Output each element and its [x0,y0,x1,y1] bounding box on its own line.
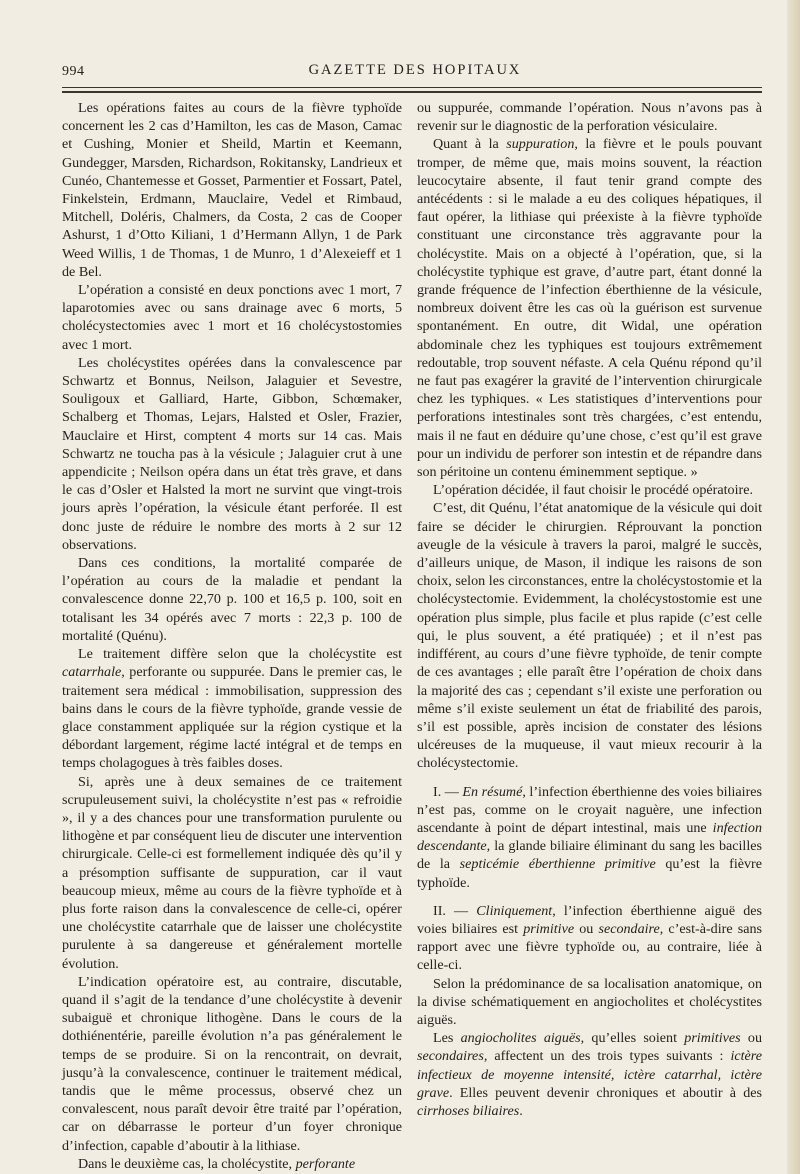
header-rule-thick [62,91,762,93]
text-run: , c’est-à-dire sans rapport avec une fièvre typhoïde ou, au contraire, liée à celle-ci. [417,920,762,974]
page-edge-shadow [787,0,800,1174]
italic-text: septicémie éberthienne primitive [459,856,656,873]
left-column [62,99,402,1172]
text-run: ou [740,1030,763,1047]
italic-text: cirrhoses biliaires [417,1102,520,1119]
conclusion-1 [417,783,762,892]
text-run: Dans le deuxième cas, la cholécystite, [78,1155,296,1172]
text-run: , la glande biliaire éliminant du sang les bacilles de la [417,838,762,873]
paragraph [62,645,402,772]
text-run: . [519,1102,523,1119]
paragraph: Dans ces conditions, la mortalité comparée de l’opération au cours de la maladie et pendant la convalescence donne 22,70 p. 100 et 16,5 p. 100, soit en totalisant les 34 opérés avec 7 morts : 22,3 p. 100 de mortalité (Quénu). [62,555,402,644]
text-run: . Elles peuvent devenir chroniques et aboutir à des [449,1084,762,1101]
text-run: qu’est la fièvre typhoïde. [417,856,763,891]
paragraph: Selon la prédominance de sa localisation anatomique, on la divise schématiquement en angiocholites et cholécystites aiguës. [417,975,762,1028]
paragraph: L’indication opératoire est, au contraire, discutable, quand il s’agit de la tendance d’une cholécystite à devenir subaiguë et chronique lithogène. Dans le cours de la dothiénentérie, pareille évolution n’a pas généralement le temps de se produire. Si on la rencontrait, on devrait, jusqu’à la convalescence, continuer le traitement médical, tandis que le même processus, observé chez un convalescent, nous paraît devoir être traité par l’opération, car on débarrasse le porteur d’un foyer chronique d’infection, capable d’aboutir à la lithiase. [62,973,402,1154]
text-run: Les [433,1030,461,1047]
italic-text: En résumé [462,783,523,800]
paragraph [417,135,762,481]
paragraph [62,1155,402,1173]
text-run: ou [574,920,599,937]
paragraph: L’opération décidée, il faut choisir le procédé opératoire. [433,482,753,499]
paragraph: ou suppurée, commande l’opération. Nous n’avons pas à revenir sur le diagnostic de la perforation vésiculaire. [417,100,762,135]
italic-text: angiocholites aiguës [460,1030,581,1047]
italic-text: ictère infectieux de moyenne intensité, ictère catarrhal, ictère grave [417,1048,762,1101]
paragraph [417,1029,762,1120]
text-run: , affectent un des trois types suivants : [483,1048,731,1065]
text-run: , l’infection éberthienne des voies biliaires n’est pas, comme on le croyait naguère, une infection ascendante à point de départ intestinal, mais une [417,783,763,836]
italic-text: Cliniquement [476,902,553,919]
text-run: , perforante ou suppurée. Dans le premier cas, le traitement sera médical : immobilisation, suppression des bains dans le cours de la fièvre typhoïde, grande vessie de glace constamment appliquée sur la région cystique et la débordant largement, régime lacté intégral et de temps en temps cholagogues à très faibles doses. [62,664,402,772]
paragraph: C’est, dit Quénu, l’état anatomique de la vésicule qui doit faire se décider le chirurgien. Réprouvant la ponction aveugle de la vésicule à travers la paroi, malgré le succès, d’ailleurs unique, de Mason, il indique les raisons de son choix, selon les circonstances, entre la cholécystostomie et la cholécystectomie. Evidemment, la cholécystostomie est une opération plus simple, plus facile et plus rapide (c’est celle qui, le plus souvent, a été pratiquée) ; et il n’est pas indifférent, au cours d’une fièvre typhoïde, de tenir compte de ces avantages ; elle paraît être l’opération de choix dans la majorité des cas ; cependant s’il existe une perforation ou même s’il existe seulement un état de friabilité des parois, s’il est possible, après incision de constater des lésions ulcéreuses de la muqueuse, il vaut mieux recourir à la cholécystectomie. [417,500,762,772]
italic-text: secondaire [598,920,660,937]
italic-text: catarrhale [62,664,122,681]
text-run: Quant à la [433,136,507,153]
running-title: GAZETTE DES HOPITAUX [308,62,522,78]
italic-text: infection descendante [417,819,762,855]
conclusion-2 [417,902,762,975]
text-run: , la fièvre et le pouls pouvant tromper, de même que, mais moins souvent, la réaction leucocytaire absente, il faut tenir grand compte des antécédents : si le malade a eu des coliques hépatiques, il faut opérer, la lithiase qui préexiste à la fièvre typhoïde constituant une circonstance très aggravante pour la cholécystite. Mais on a objecté à l’opération, que, si la cholécystite typhique est grave, d’autre part, étant donné la grande fréquence de l’infection éberthienne de la vésicule, nombreux doivent être les cas où la guérison est survenue spontanément. En outre, dit Widal, une opération abdominale chez les typhiques est toujours extrêmement redoutable, trop souvent néfaste. A cela Quénu répond qu’il ne faut pas exagérer la gravité de l’intervention chirurgicale chez les typhiques. « Les statistiques d’interventions pour perforations intestinales sont très chargées, c’est entendu, mais il ne faut en déduire qu’une chose, c’est qu’il est grave pour un individu de perforer son intestin et de répandre dans son péritoine un contenu éminemment septique. » [417,136,762,481]
paragraph: L’opération a consisté en deux ponctions avec 1 mort, 7 laparotomies avec ou sans drainage avec 6 morts, 5 cholécystectomies avec 1 mort et 16 cholécystostomies avec 1 mort. [62,282,402,353]
paragraph: Si, après une à deux semaines de ce traitement scrupuleusement suivi, la cholécystite n’est pas « refroidie », il y a des chances pour une transformation purulente ou lithogène et par conséquent lieu de discuter une intervention chirurgicale. Celle-ci est formellement indiquée dès qu’il y a présomption suffisante de suppuration, car il vaut beaucoup mieux, même au cours de la fièvre typhoïde et à plus forte raison dans la convalescence de celle-ci, opérer une cholécystite catarrhale que de laisser une cholécystite purulente à sa dangereuse et généralement mortelle évolution. [62,773,402,972]
page-number: 994 [62,64,85,79]
italic-text: primitive [523,920,575,937]
right-column [417,99,762,1149]
header-rule-thin [62,87,762,88]
text-run: I. — [433,783,463,800]
page-header [0,62,800,84]
italic-text: secondaires [417,1048,484,1065]
text-run: Le traitement diffère selon que la cholécystite est [78,646,402,663]
text-run: II. — [433,902,477,919]
italic-text: perforante [295,1155,356,1172]
text-run: , qu’elles soient [580,1030,685,1047]
italic-text: suppuration [506,136,575,153]
paragraph: Les opérations faites au cours de la fièvre typhoïde concernent les 2 cas d’Hamilton, les cas de Mason, Camac et Cushing, Monier et Sheild, Martin et Keemann, Gundegger, Marsden, Richardson, Rokitansky, Landrieux et Cunéo, Chantemesse et Gosset, Parmentier et Fossart, Patel, Finkelstein, Erdmann, Mauclaire, Vedel et Rimbaud, Mitchell, Doléris, Chalmers, da Costa, 2 cas de Cooper Ashurst, 1 d’Otto Kiliani, 1 d’Hermann Allyn, 1 de Park Weed Willis, 1 de Thomas, 1 de Munro, 1 d’Alexeieff et 1 de Bel. [62,100,402,280]
text-run: , l’infection éberthienne aiguë des voies biliaires est [417,902,762,937]
italic-text: primitives [684,1030,741,1047]
paragraph: Les cholécystites opérées dans la convalescence par Schwartz et Bonnus, Neilson, Jalaguier et Sevestre, Souligoux et Galliard, Harte, Gibbon, Schœmaker, Schalberg et Thomas, Lejars, Halsted et Osler, Frazier, Mauclaire et Hirst, comptent 4 morts sur 14 cas. Mais Schwartz ne toucha pas à la vésicule ; Jalaguier crut à une appendicite ; Neilson opéra dans un état très grave, et dans le cas d’Osler et Halsted la mort ne survint que vingt-trois jours après l’opération, la vésicule étant perforée. Il est donc juste de réduire le nombre des morts à 2 sur 12 observations. [62,354,402,553]
